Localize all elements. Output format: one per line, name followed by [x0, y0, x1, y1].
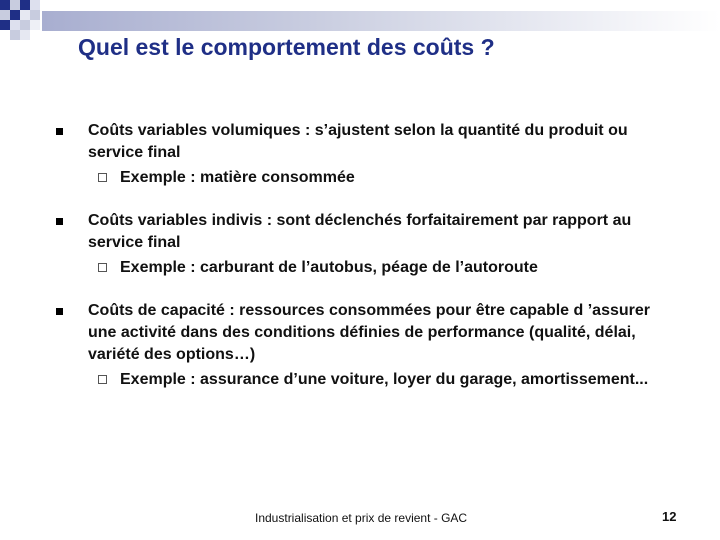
header-square	[10, 10, 20, 20]
header-square	[0, 20, 10, 30]
header-square	[10, 0, 20, 10]
header-banner	[42, 11, 720, 31]
header-square	[0, 10, 10, 20]
hollow-square-bullet-icon	[98, 375, 107, 384]
page-number: 12	[662, 509, 677, 524]
sub-bullet-text: Exemple : carburant de l’autobus, péage de l’autoroute	[120, 259, 538, 276]
hollow-square-bullet-icon	[98, 173, 107, 182]
bullet-item	[56, 120, 666, 189]
header-square	[30, 0, 40, 10]
header-square	[10, 20, 20, 30]
header-square	[20, 10, 30, 20]
bullet-text: Coûts de capacité : ressources consommées pour être capable d ’assurer une activité dans des conditions définies de performance (qualité, délai, variété des options…)	[88, 302, 650, 363]
slide-title: Quel est le comportement des coûts ?	[78, 34, 495, 60]
bullet-item	[56, 210, 666, 279]
sub-bullet-item	[120, 257, 666, 279]
sub-bullet-text: Exemple : matière consommée	[120, 169, 355, 186]
header-square	[20, 0, 30, 10]
slide-content	[56, 120, 666, 391]
square-bullet-icon	[56, 128, 63, 135]
bullet-text: Coûts variables volumiques : s’ajustent selon la quantité du produit ou service final	[88, 122, 628, 161]
header-square	[10, 30, 20, 40]
sub-bullet-item	[120, 167, 666, 189]
header-square	[0, 0, 10, 10]
header-square	[20, 20, 30, 30]
square-bullet-icon	[56, 308, 63, 315]
header-square	[30, 10, 40, 20]
hollow-square-bullet-icon	[98, 263, 107, 272]
bullet-item	[56, 300, 666, 391]
footer-text: Industrialisation et prix de revient - GAC	[255, 511, 468, 525]
header-square	[30, 20, 40, 30]
bullet-text: Coûts variables indivis : sont déclenchés forfaitairement par rapport au service final	[88, 212, 632, 251]
sub-bullet-item	[120, 369, 666, 391]
square-bullet-icon	[56, 218, 63, 225]
header-square	[20, 30, 30, 40]
sub-bullet-text: Exemple : assurance d’une voiture, loyer du garage, amortissement...	[120, 371, 649, 388]
